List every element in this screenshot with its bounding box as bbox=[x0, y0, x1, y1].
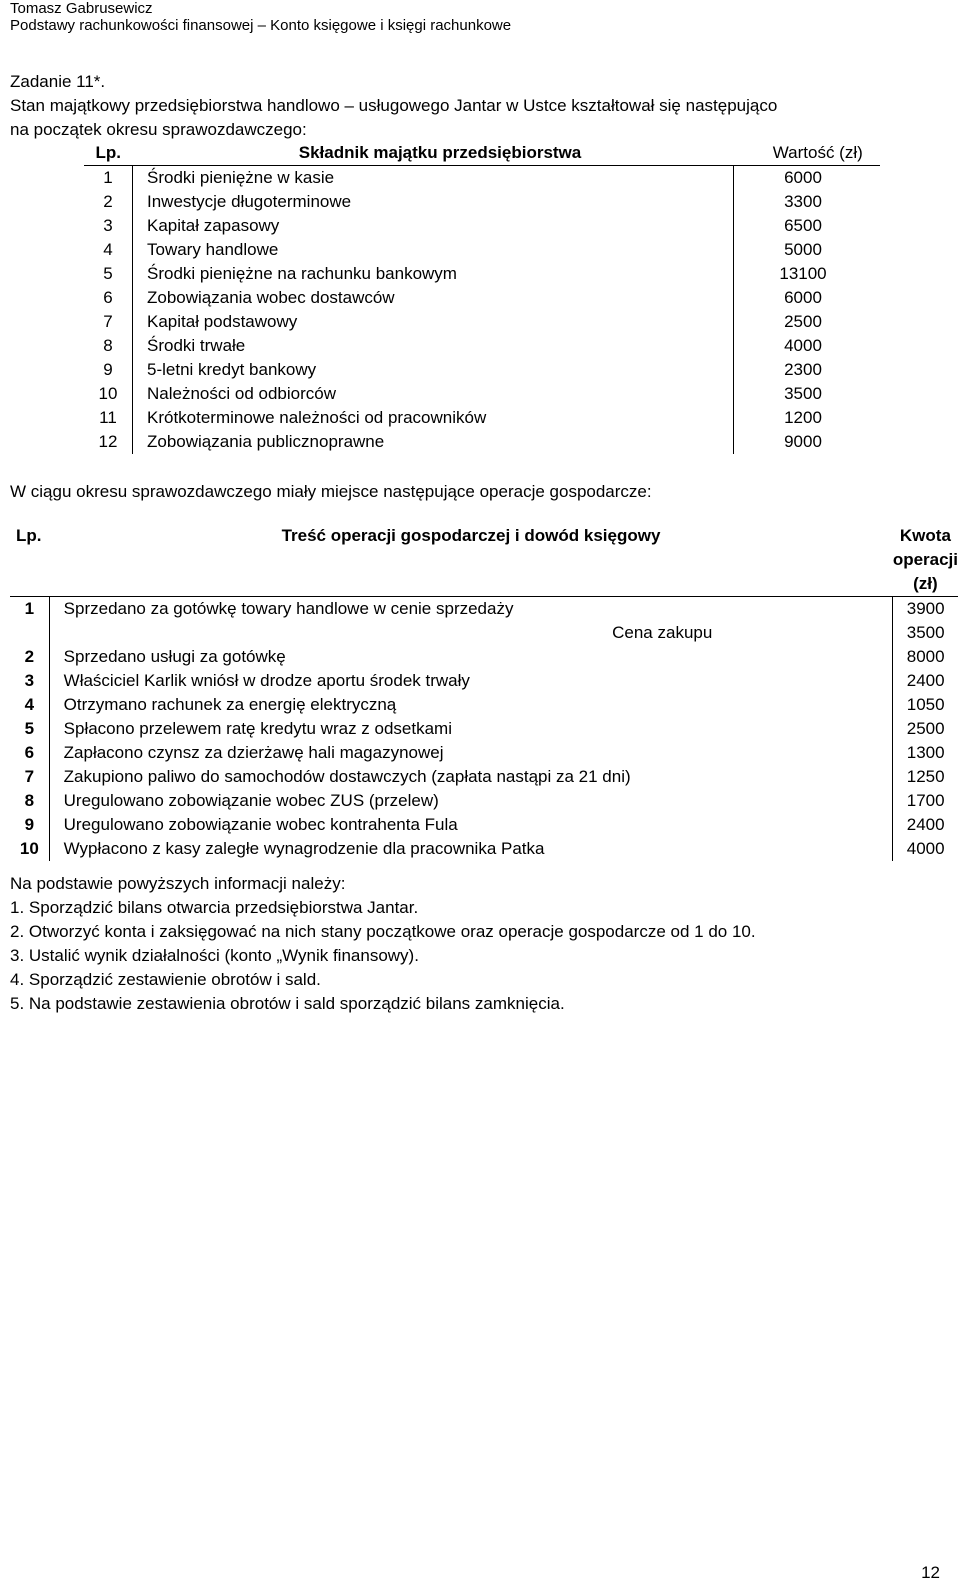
instructions bbox=[10, 872, 756, 1016]
task-title: Zadanie 11*. bbox=[10, 72, 106, 91]
cell-value: 6000 bbox=[784, 288, 822, 307]
cell-lp: 8 bbox=[24, 791, 35, 810]
cell-description: Zapłacono czynsz za dzierżawę hali magazynowej bbox=[49, 741, 893, 765]
amount-header-line-1: Kwota operacji bbox=[892, 526, 959, 569]
cell-amount: 8000 bbox=[906, 647, 945, 666]
page-number: 12 bbox=[921, 1563, 940, 1582]
cell-lp: 2 bbox=[103, 192, 113, 211]
operations-table-header bbox=[10, 524, 958, 597]
cell-asset-name: Krótkoterminowe należności od pracowników bbox=[133, 406, 734, 430]
cell-lp: 8 bbox=[103, 336, 113, 355]
cell-asset-name: Towary handlowe bbox=[133, 238, 734, 262]
table-row bbox=[84, 262, 880, 286]
table-row bbox=[84, 214, 880, 238]
cell-lp: 9 bbox=[103, 360, 113, 379]
cell-amount: 1300 bbox=[906, 743, 945, 762]
cell-value: 1200 bbox=[784, 408, 822, 427]
table-row bbox=[10, 621, 958, 645]
table-row bbox=[10, 741, 958, 765]
column-header-description: Treść operacji gospodarczej i dowód księgowy bbox=[49, 524, 893, 597]
cell-lp: 6 bbox=[24, 743, 35, 762]
table-row bbox=[10, 645, 958, 669]
cell-value: 4000 bbox=[784, 336, 822, 355]
task-intro bbox=[10, 70, 950, 142]
cell-value: 13100 bbox=[779, 264, 827, 283]
table-row bbox=[84, 430, 880, 454]
cell-lp: 2 bbox=[24, 647, 35, 666]
table-row bbox=[10, 837, 958, 861]
cell-lp: 3 bbox=[103, 216, 113, 235]
cell-lp: 5 bbox=[103, 264, 113, 283]
cell-description: Uregulowano zobowiązanie wobec ZUS (przelew) bbox=[49, 789, 893, 813]
table-row bbox=[84, 190, 880, 214]
cell-amount: 1050 bbox=[906, 695, 945, 714]
cell-asset-name: Kapitał podstawowy bbox=[133, 310, 734, 334]
cell-description: Sprzedano usługi za gotówkę bbox=[49, 645, 893, 669]
list-item: 3. Ustalić wynik działalności (konto „Wynik finansowy). bbox=[10, 946, 419, 965]
assets-table bbox=[84, 141, 880, 454]
cell-lp: 12 bbox=[98, 432, 118, 451]
table-row bbox=[10, 765, 958, 789]
cell-lp: 3 bbox=[24, 671, 35, 690]
document-subtitle: Podstawy rachunkowości finansowej – Konto księgowe i księgi rachunkowe bbox=[10, 17, 512, 34]
cell-lp: 4 bbox=[103, 240, 113, 259]
cell-value: 3500 bbox=[784, 384, 822, 403]
page-header bbox=[10, 0, 511, 34]
table-row bbox=[84, 382, 880, 406]
intro-line-1: Stan majątkowy przedsiębiorstwa handlowo – usługowego Jantar w Ustce kształtował się następująco bbox=[10, 96, 778, 115]
column-header-lp: Lp. bbox=[10, 524, 49, 597]
cell-lp: 10 bbox=[98, 384, 118, 403]
cell-lp: 10 bbox=[19, 839, 39, 858]
cell-lp bbox=[10, 621, 49, 645]
table-row bbox=[84, 238, 880, 262]
cell-amount: 2400 bbox=[906, 671, 945, 690]
table-row bbox=[84, 166, 880, 191]
table-row bbox=[84, 334, 880, 358]
cell-asset-name: Środki pieniężne na rachunku bankowym bbox=[133, 262, 734, 286]
table-row bbox=[10, 693, 958, 717]
column-header-amount bbox=[893, 524, 958, 597]
cell-lp: 6 bbox=[103, 288, 113, 307]
cell-description: Cena zakupu bbox=[49, 621, 893, 645]
operations-table bbox=[10, 524, 958, 861]
author-name: Tomasz Gabrusewicz bbox=[10, 0, 153, 17]
list-item: 2. Otworzyć konta i zaksięgować na nich stany początkowe oraz operacje gospodarcze od 1 do 10. bbox=[10, 922, 756, 941]
cell-value: 2500 bbox=[784, 312, 822, 331]
cell-lp: 9 bbox=[24, 815, 35, 834]
cell-value: 6000 bbox=[784, 168, 822, 187]
cell-asset-name: Środki pieniężne w kasie bbox=[133, 166, 734, 191]
column-header-asset: Składnik majątku przedsiębiorstwa bbox=[133, 141, 734, 166]
cell-amount: 2500 bbox=[906, 719, 945, 738]
list-item: 4. Sporządzić zestawienie obrotów i sald. bbox=[10, 970, 321, 989]
cell-lp: 1 bbox=[24, 599, 35, 618]
cell-value: 6500 bbox=[784, 216, 822, 235]
column-header-value: Wartość (zł) bbox=[734, 141, 881, 166]
table-row bbox=[84, 406, 880, 430]
cell-lp: 4 bbox=[24, 695, 35, 714]
cell-value: 2300 bbox=[784, 360, 822, 379]
table-row bbox=[10, 789, 958, 813]
table-row bbox=[10, 717, 958, 741]
cell-asset-name: 5-letni kredyt bankowy bbox=[133, 358, 734, 382]
table-row bbox=[10, 813, 958, 837]
cell-description: Wypłacono z kasy zaległe wynagrodzenie dla pracownika Patka bbox=[49, 837, 893, 861]
cell-value: 3300 bbox=[784, 192, 822, 211]
cell-lp: 7 bbox=[24, 767, 35, 786]
cell-asset-name: Zobowiązania publicznoprawne bbox=[133, 430, 734, 454]
cell-amount: 3900 bbox=[906, 599, 945, 618]
table-row bbox=[10, 597, 958, 622]
instructions-lead: Na podstawie powyższych informacji należy: bbox=[10, 874, 346, 893]
amount-header-line-2: (zł) bbox=[913, 574, 938, 593]
cell-value: 9000 bbox=[784, 432, 822, 451]
intro-line-2: na początek okresu sprawozdawczego: bbox=[10, 120, 307, 139]
cell-description: Otrzymano rachunek za energię elektryczną bbox=[49, 693, 893, 717]
cell-lp: 5 bbox=[24, 719, 35, 738]
column-header-lp: Lp. bbox=[84, 141, 133, 166]
operations-table-body bbox=[10, 597, 958, 862]
cell-description: Właściciel Karlik wniósł w drodze aportu środek trwały bbox=[49, 669, 893, 693]
cell-amount: 2400 bbox=[906, 815, 945, 834]
cell-asset-name: Zobowiązania wobec dostawców bbox=[133, 286, 734, 310]
table-row bbox=[10, 669, 958, 693]
operations-intro: W ciągu okresu sprawozdawczego miały miejsce następujące operacje gospodarcze: bbox=[10, 482, 652, 501]
cell-description: Spłacono przelewem ratę kredytu wraz z odsetkami bbox=[49, 717, 893, 741]
cell-lp: 11 bbox=[99, 408, 117, 427]
assets-table-header bbox=[84, 141, 880, 166]
table-row bbox=[84, 310, 880, 334]
cell-asset-name: Należności od odbiorców bbox=[133, 382, 734, 406]
cell-description: Uregulowano zobowiązanie wobec kontrahenta Fula bbox=[49, 813, 893, 837]
cell-amount: 1700 bbox=[906, 791, 945, 810]
cell-amount: 3500 bbox=[906, 623, 945, 642]
list-item: 5. Na podstawie zestawienia obrotów i sald sporządzić bilans zamknięcia. bbox=[10, 994, 565, 1013]
cell-lp: 1 bbox=[103, 168, 113, 187]
table-row bbox=[84, 358, 880, 382]
table-row bbox=[84, 286, 880, 310]
cell-amount: 4000 bbox=[906, 839, 945, 858]
cell-asset-name: Środki trwałe bbox=[133, 334, 734, 358]
cell-lp: 7 bbox=[103, 312, 113, 331]
cell-value: 5000 bbox=[784, 240, 822, 259]
cell-description: Sprzedano za gotówkę towary handlowe w cenie sprzedaży bbox=[49, 597, 893, 622]
cell-asset-name: Kapitał zapasowy bbox=[133, 214, 734, 238]
assets-table-body bbox=[84, 166, 880, 455]
cell-amount: 1250 bbox=[906, 767, 945, 786]
cell-asset-name: Inwestycje długoterminowe bbox=[133, 190, 734, 214]
cell-description: Zakupiono paliwo do samochodów dostawczych (zapłata nastąpi za 21 dni) bbox=[49, 765, 893, 789]
list-item: 1. Sporządzić bilans otwarcia przedsiębiorstwa Jantar. bbox=[10, 898, 419, 917]
instructions-list bbox=[10, 896, 756, 1016]
